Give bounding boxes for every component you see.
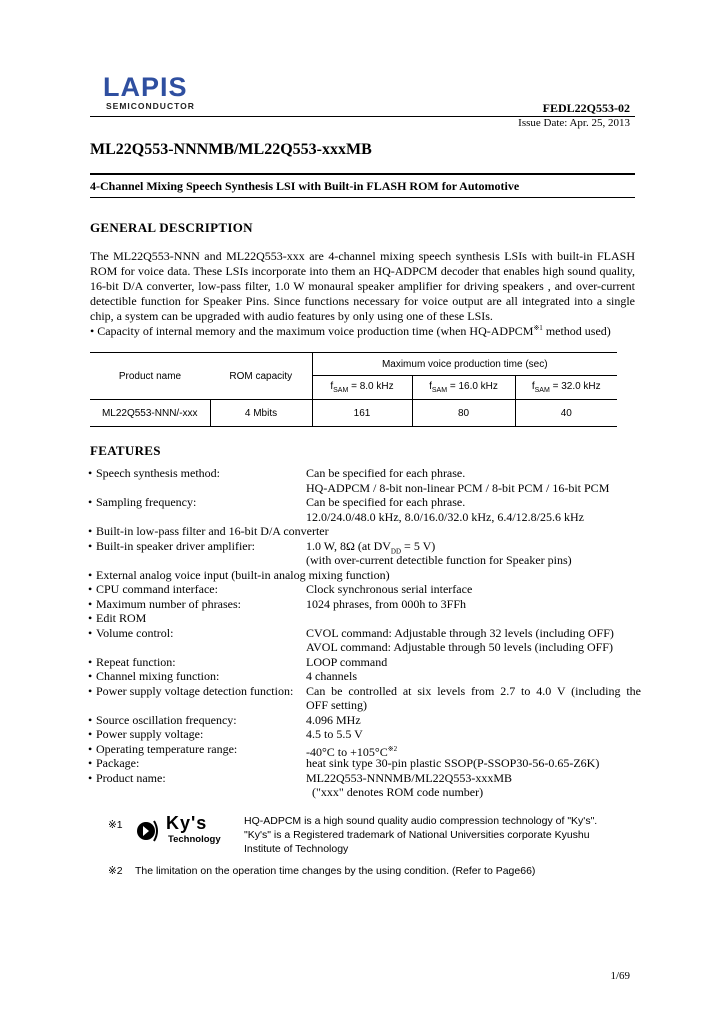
note1-mark: ※1 <box>108 819 123 831</box>
feature-label <box>96 553 306 568</box>
feature-row <box>88 582 647 597</box>
feature-row <box>88 466 647 481</box>
feature-label: Power supply voltage: <box>96 727 204 741</box>
capacity-bullet-tail: method used) <box>542 324 611 338</box>
feature-row <box>88 626 647 641</box>
dv-subscript: DD <box>390 546 402 555</box>
note1-ref: ※1 <box>533 324 543 332</box>
feature-row <box>88 669 647 684</box>
capacity-bullet-text: • Capacity of internal memory and the maximum voice production time (when HQ-ADPCM <box>90 324 534 338</box>
fsam-subscript: SAM <box>431 387 448 394</box>
feature-label: Operating temperature range: <box>96 741 238 756</box>
feature-value: OFF setting) <box>306 698 368 712</box>
feature-value: HQ-ADPCM / 8-bit non-linear PCM / 8-bit PCM / 16-bit PCM <box>306 480 610 495</box>
table-header-product: Product name <box>90 353 210 400</box>
feature-value: Clock synchronous serial interface <box>306 582 473 596</box>
feature-value: 4 channels <box>306 669 357 683</box>
feature-row <box>88 785 647 800</box>
feature-label: Speech synthesis method: <box>96 466 220 480</box>
feature-row <box>88 510 647 525</box>
feature-value: AVOL command: Adjustable through 50 levels (including OFF) <box>306 640 613 654</box>
amp-value-tail: = 5 V) <box>401 538 436 553</box>
feature-bullet: • <box>88 596 93 611</box>
fsam-value: = 16.0 kHz <box>447 381 498 392</box>
feature-row <box>88 524 647 539</box>
feature-row <box>88 539 647 554</box>
document-number: FEDL22Q553-02 <box>542 101 630 115</box>
feature-bullet: • <box>88 756 93 770</box>
feature-row <box>88 756 647 771</box>
feature-row <box>88 698 647 713</box>
feature-label: Product name: <box>96 770 166 785</box>
feature-bullet: • <box>88 538 93 553</box>
feature-value: (with over-current detectible function for Speaker pins) <box>306 553 572 567</box>
feature-bullet: • <box>88 741 93 756</box>
feature-label: Sampling frequency: <box>96 495 197 509</box>
fsam-subscript: SAM <box>534 387 550 394</box>
feature-label: Repeat function: <box>96 654 176 669</box>
temp-range: -40°C to +105°C <box>306 744 388 759</box>
feature-value: ("xxx" denotes ROM code number) <box>312 785 484 799</box>
note2-ref: ※2 <box>387 744 398 753</box>
feature-row <box>88 713 647 728</box>
capacity-table <box>90 352 617 427</box>
feature-label <box>96 698 306 713</box>
feature-value: Can be specified for each phrase. <box>306 495 466 509</box>
feature-bullet: • <box>88 625 93 640</box>
feature-label: External analog voice input (built-in analog mixing function) <box>96 567 390 582</box>
table-header-max-time: Maximum voice production time (sec) <box>312 353 617 376</box>
page-number: 1/69 <box>610 970 630 982</box>
feature-value: 4.5 to 5.5 V <box>306 727 363 741</box>
features-list <box>88 466 647 800</box>
feature-row <box>88 495 647 510</box>
feature-row <box>88 771 647 786</box>
feature-value: LOOP command <box>306 654 388 669</box>
feature-label: CPU command interface: <box>96 582 218 596</box>
kys-logo-text: Ky's <box>166 813 208 833</box>
fsam-value: = 8.0 kHz <box>348 381 394 392</box>
table-cell-time-8: 161 <box>312 400 412 427</box>
feature-row <box>88 727 647 742</box>
note2-mark: ※2 <box>108 865 123 877</box>
capacity-bullet <box>90 324 611 339</box>
table-cell-product: ML22Q553-NNN/-xxx <box>90 400 210 427</box>
feature-value: 12.0/24.0/48.0 kHz, 8.0/16.0/32.0 kHz, 6.4/12.8/25.6 kHz <box>306 509 584 524</box>
title-rule-top <box>90 173 635 175</box>
feature-bullet: • <box>88 524 93 538</box>
table-header-fsam-16 <box>412 376 515 400</box>
feature-label: Power supply voltage detection function: <box>96 683 294 698</box>
feature-row <box>88 481 647 496</box>
general-description-heading: GENERAL DESCRIPTION <box>90 220 253 235</box>
fsam-value: = 32.0 kHz <box>549 381 601 392</box>
note1-line: Institute of Technology <box>244 843 349 855</box>
feature-value: CVOL command: Adjustable through 32 levels (including OFF) <box>306 625 614 640</box>
table-header-rom: ROM capacity <box>210 353 312 400</box>
feature-row <box>88 611 647 626</box>
part-number-title: ML22Q553-NNNMB/ML22Q553-xxxMB <box>90 141 372 158</box>
feature-bullet: • <box>88 466 93 480</box>
features-heading: FEATURES <box>90 443 161 458</box>
feature-label: Volume control: <box>96 625 174 640</box>
feature-label <box>96 510 306 525</box>
fsam-symbol: f <box>330 381 334 392</box>
feature-row <box>88 742 647 757</box>
lapis-logo: LAPIS <box>103 72 188 102</box>
description-text: The ML22Q553-NNN and ML22Q553-xxx are 4-channel mixing speech synthesis LSIs with built-in FLASH ROM for voice data. These LSIs incorporate into them an HQ-ADPCM decoder that enables high sound quality, 16-bit D/A converter, low-pass filter, 1.0 W monaural speaker amplifier for driving speakers , and over-current detectible function for Speaker Pins. Since functions necessary for voice output are all integrated into a single chip, a system can be upgraded with audio features by only using one of these LSIs. <box>90 249 635 323</box>
table-cell-rom: 4 Mbits <box>210 400 312 427</box>
feature-row <box>88 553 647 568</box>
feature-bullet: • <box>88 654 93 669</box>
feature-value: ML22Q553-NNNMB/ML22Q553-xxxMB <box>306 770 513 785</box>
feature-bullet: • <box>88 611 93 625</box>
feature-row <box>88 568 647 583</box>
feature-label: Channel mixing function: <box>96 669 220 683</box>
feature-value: 4.096 MHz <box>306 712 361 727</box>
table-header-fsam-8 <box>312 376 412 400</box>
issue-date: Issue Date: Apr. 25, 2013 <box>518 117 630 129</box>
logo-subtitle: SEMICONDUCTOR <box>106 101 195 111</box>
note1-line: HQ-ADPCM is a high sound quality audio compression technology of "Ky's". <box>244 815 598 827</box>
feature-bullet: • <box>88 669 93 683</box>
fsam-subscript: SAM <box>333 387 349 394</box>
feature-bullet: • <box>88 495 93 509</box>
feature-value <box>306 539 641 554</box>
feature-label: Built-in low-pass filter and 16-bit D/A converter <box>96 524 329 538</box>
note1-line: "Ky's" is a Registered trademark of National Universities corporate Kyushu <box>244 829 590 841</box>
feature-label: Maximum number of phrases: <box>96 596 241 611</box>
general-description-paragraph <box>90 249 635 324</box>
feature-value <box>306 611 641 626</box>
table-cell-time-32: 40 <box>515 400 617 427</box>
feature-value: Can be specified for each phrase. <box>306 466 466 480</box>
feature-bullet: • <box>88 683 93 698</box>
feature-bullet: • <box>88 712 93 727</box>
note2-text: The limitation on the operation time changes by the using condition. (Refer to Page66) <box>135 865 536 877</box>
feature-value <box>306 742 641 757</box>
amp-value: 1.0 W, 8Ω (at DV <box>306 538 391 553</box>
note1-text <box>244 814 624 856</box>
document-subtitle: 4-Channel Mixing Speech Synthesis LSI with Built-in FLASH ROM for Automotive <box>90 179 520 193</box>
kys-sound-icon <box>132 814 162 848</box>
feature-bullet: • <box>88 727 93 741</box>
title-rule-bottom <box>90 197 635 198</box>
table-cell-time-16: 80 <box>412 400 515 427</box>
feature-label <box>96 481 306 496</box>
feature-row <box>88 684 647 699</box>
feature-label: Package: <box>96 756 140 770</box>
feature-row <box>88 655 647 670</box>
feature-label <box>96 640 306 655</box>
fsam-symbol: f <box>531 381 535 392</box>
feature-label: Built-in speaker driver amplifier: <box>96 538 255 553</box>
feature-row <box>88 640 647 655</box>
feature-bullet: • <box>88 770 93 785</box>
feature-label: Edit ROM <box>96 611 147 625</box>
feature-bullet: • <box>88 582 93 596</box>
feature-value: 1024 phrases, from 000h to 3FFh <box>306 596 466 611</box>
feature-label: Source oscillation frequency: <box>96 712 237 727</box>
feature-bullet: • <box>88 567 93 582</box>
kys-logo-subtext: Technology <box>168 834 221 845</box>
table-header-fsam-32 <box>515 376 617 400</box>
feature-value: heat sink type 30-pin plastic SSOP(P-SSOP30-56-0.65-Z6K) <box>306 756 600 770</box>
feature-value: Can be controlled at six levels from 2.7 to 4.0 V (including the <box>306 683 641 698</box>
feature-row <box>88 597 647 612</box>
fsam-symbol: f <box>429 381 432 392</box>
feature-label <box>96 785 306 800</box>
